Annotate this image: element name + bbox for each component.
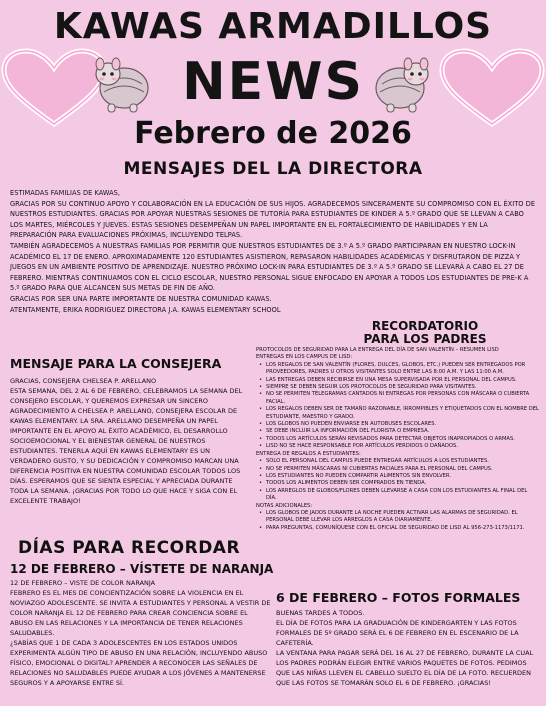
list-item: • TODOS LOS ARTÍCULOS SERÁN REVISADOS PARA DETECTAR OBJETOS INAPROPIADOS O ARMAS. — [256, 436, 539, 443]
section-title: ENTREGA DE REGALOS A ESTUDIANTES: — [256, 450, 361, 457]
paragraph: BUENAS TARDES A TODOS. — [276, 609, 365, 617]
event-heading-orange-day: 12 DE FEBRERO – VÍSTETE DE NARANJA — [10, 562, 274, 576]
section-title: ENTREGAS EN LOS CAMPUS DE LISD: — [256, 354, 353, 361]
masthead — [0, 0, 546, 125]
reminder-heading-line1: RECORDATORIO — [371, 319, 479, 333]
counselor-message — [10, 376, 250, 506]
paragraph: TAMBIÉN AGRADECEMOS A NUESTRAS FAMILIAS POR PERMITIR QUE NUESTROS ESTUDIANTES DE 3.º A 5.º GRADO PARTICIPARAN EN NUESTRO LOCK-IN ACADÉMICO EL 17 DE ENERO. APROXIMADAMENTE 120 ESTUDIANTES ASISTIERON, REPASARON HABILIDADES ACADÉMICAS Y DISFRUTARON DE PIZZA Y JUEGOS EN UN AMBIENTE POSITIVO DE APRENDIZAJE. NUESTRO PRÓXIMO LOCK-IN PARA ESTUDIANTES DE 3.º A 5.º GRADO SE LLEVARÁ A CABO EL 27 DE FEBRERO. MIENTRAS CONTINUAMOS CON EL CICLO ESCOLAR, NUESTRO PERSONAL SIGUE ENFOCADO EN APOYAR A TODOS LOS ESTUDIANTES DE PRE-K A 5.º GRADO PARA QUE ALCANCEN SUS METAS DE FIN DE AÑO. — [10, 241, 529, 293]
director-heading: MENSAJES DEL LA DIRECTORA — [123, 159, 423, 179]
list-item: • PARA PREGUNTAS, COMUNÍQUESE CON EL OFICIAL DE SEGURIDAD DE LISD AL 956-273-1173/1171. — [256, 525, 539, 532]
paragraph: GRACIAS, CONSEJERA CHELSEA P. ARELLANO — [10, 377, 157, 385]
paragraph: EL DÍA DE FOTOS PARA LA GRADUACIÓN DE KINDERGARTEN Y LAS FOTOS FORMALES DE 5º GRADO SERÁ EL 6 DE FEBRERO EN EL ESCENARIO DE LA CAFETERÍA. — [276, 619, 519, 647]
paragraph: GRACIAS POR SER UNA PARTE IMPORTANTE DE NUESTRA COMUNIDAD KAWAS. — [10, 294, 272, 303]
list-item: • NO SE PERMITEN TELEGRAMAS CANTADOS NI ENTREGAS POR PERSONAS CON MÁSCARA O CUBIERTA FACIAL. — [256, 391, 539, 406]
paragraph: 12 DE FEBRERO – VISTE DE COLOR NARANJA — [10, 579, 156, 587]
paragraph: GRACIAS POR SU CONTINUO APOYO Y COLABORACIÓN EN LA EDUCACIÓN DE SUS HIJOS. AGRADECEMOS SINCERAMENTE SU COMPROMISO CON EL ÉXITO DE NUESTROS ESTUDIANTES. GRACIAS POR APOYAR NUESTRAS SESIONES DE TUTORÍA PARA ESTUDIANTES DE KINDER A 5.º GRADO QUE SE LLEVAN A CABO LOS MARTES, MIÉRCOLES Y JUEVES. ESTAS SESIONES DESEMPEÑAN UN PAPEL IMPORTANTE EN EL FORTALECIMIENTO DE HABILIDADES Y EN LA PREPARACIÓN PARA EVALUACIONES PRÓXIMAS, INCLUYENDO TELPAS. — [10, 199, 536, 240]
newsletter-title-news: NEWS — [182, 52, 364, 112]
list-item: • SIEMPRE SE DEBEN SEGUIR LOS PROTOCOLOS DE SEGURIDAD PARA VISITANTES. — [256, 384, 539, 391]
newsletter-title: KAWAS ARMADILLOS — [53, 6, 493, 47]
paragraph: ESTA SEMANA, DEL 2 AL 6 DE FEBRERO, CELEBRAMOS LA SEMANA DEL CONSEJERO ESCOLAR, Y QUEREMOS EXPRESAR UN SINCERO AGRADECIMIENTO A CHELSEA P. ARELLANO, CONSEJERA ESCOLAR DE KAWAS ELEMENTARY. LA SRA. ARELLANO DESEMPEÑA UN PAPEL IMPORTANTE EN EL APOYO AL ÉXITO ACADÉMICO, EL DESARROLLO SOCIOEMOCIONAL Y EL BIENESTAR GENERAL DE NUESTROS ESTUDIANTES. TENERLA AQUÍ EN KAWAS ELEMENTARY ES UN VERDADERO GUSTO, Y SU DEDICACIÓN Y COMPROMISO MARCAN UNA DIFERENCIA POSITIVA EN NUESTRA COMUNIDAD ESCOLAR TODOS LOS DÍAS. ESPERAMOS QUE SE SIENTA ESPECIAL Y APRECIADA DURANTE TODA LA SEMANA. ¡GRACIAS POR TODO LO QUE HACE Y SIGA CON EL EXCELENTE TRABAJO! — [10, 387, 243, 505]
list-item: • LAS ENTREGAS DEBEN RECIBIRSE EN UNA MESA SUPERVISADA POR EL PERSONAL DEL CAMPUS. — [256, 377, 539, 384]
reminder-heading — [350, 320, 500, 346]
list-item: • LOS ARREGLOS DE GLOBOS/FLORES DEBEN LLEVARSE A CASA CON LOS ESTUDIANTES AL FINAL DEL DÍA. — [256, 488, 539, 503]
reminder-list — [256, 510, 539, 532]
event-body-formal-photos — [276, 608, 538, 688]
list-item: • LOS REGALOS DEBEN SER DE TAMAÑO RAZONABLE, IRROMPIBLES Y ETIQUETADOS CON EL NOMBRE DEL ESTUDIANTE, MAESTRO Y GRADO. — [256, 406, 539, 421]
reminder-body — [256, 347, 539, 532]
paragraph: ESTIMADAS FAMILIAS DE KAWAS, — [10, 189, 121, 197]
reminder-intro: PROTOCOLOS DE SEGURIDAD PARA LA ENTREGA DEL DÍA DE SAN VALENTÍN – RESUMEN LISD — [256, 347, 499, 353]
director-message — [10, 188, 536, 315]
paragraph: LA VENTANA PARA PAGAR SERÁ DEL 16 AL 27 DE FEBRERO, DURANTE LA CUAL LOS PADRES PODRÁN ELEGIR ENTRE VARIOS PAQUETES DE FOTOS. PEDIMOS QUE LAS NIÑAS LLEVEN EL CABELLO SUELTO EL DÍA DE LA FOTO. RECUERDEN QUE LAS FOTOS SE TOMARÁN SOLO EL 6 DE FEBRERO. ¡GRACIAS! — [276, 649, 534, 687]
reminder-list — [256, 458, 539, 502]
section-title: NOTAS ADICIONALES: — [256, 502, 313, 509]
reminder-list — [256, 362, 539, 451]
paragraph: ¿SABÍAS QUE 1 DE CADA 3 ADOLESCENTES EN LOS ESTADOS UNIDOS EXPERIMENTA ALGÚN TIPO DE ABUSO EN UNA RELACIÓN, INCLUYENDO ABUSO FÍSICO, EMOCIONAL O DIGITAL? APRENDER A RECONOCER LAS SEÑALES DE RELACIONES NO SALUDABLES PUEDE AYUDAR A LOS JÓVENES A MANTENERSE SEGUROS Y A APOYARSE ENTRE SÍ. — [10, 639, 268, 687]
reminder-heading-line2: PARA LOS PADRES — [363, 332, 487, 346]
paragraph: ATENTAMENTE, ERIKA RODRIGUEZ DIRECTORA J.A. KAWAS ELEMENTARY SCHOOL — [10, 305, 281, 314]
paragraph: FEBRERO ES EL MES DE CONCIENTIZACIÓN SOBRE LA VIOLENCIA EN EL NOVIAZGO ADOLESCENTE. SE INVITA A ESTUDIANTES Y PERSONAL A VESTIR DE COLOR NARANJA EL 12 DE FEBRERO PARA CREAR CONCIENCIA SOBRE EL ABUSO EN LAS RELACIONES Y LA IMPORTANCIA DE TENER RELACIONES SALUDABLES. — [10, 589, 271, 637]
issue-date: Febrero de 2026 — [134, 116, 412, 151]
list-item: • LISD NO SE HACE RESPONSABLE POR ARTÍCULOS PERDIDOS O DAÑADOS. — [256, 443, 539, 450]
list-item: • TODOS LOS ALIMENTOS DEBEN SER COMPRADOS EN TIENDA. — [256, 480, 539, 487]
event-heading-formal-photos: 6 DE FEBRERO – FOTOS FORMALES — [276, 590, 521, 605]
list-item: • SE DEBE INCLUIR LA INFORMACIÓN DEL FLORISTA O EMPRESA. — [256, 428, 539, 435]
list-item: • LOS GLOBOS DE JADOS DURANTE LA NOCHE PUEDEN ACTIVAR LAS ALARMAS DE SEGURIDAD. EL PERSONAL DEBE LLEVAR LOS ARREGLOS A CASA DIARIAMENTE. — [256, 510, 539, 525]
list-item: • SOLO EL PERSONAL DEL CAMPUS PUEDE ENTREGAR ARTÍCULOS A LOS ESTUDIANTES. — [256, 458, 539, 465]
event-body-orange-day — [10, 578, 272, 688]
list-item: • NO SE PERMITEN MÁSCARAS NI CUBIERTAS FACIALES PARA EL PERSONAL DEL CAMPUS. — [256, 466, 539, 473]
list-item: • LOS GLOBOS NO PUEDEN ENVIARSE EN AUTOBUSES ESCOLARES. — [256, 421, 539, 428]
list-item: • LOS REGALOS DE SAN VALENTÍN (FLORES, DULCES, GLOBOS, ETC.) PUEDEN SER ENTREGADOS POR PROVEEDORES, PADRES U OTROS VISITANTES SOLO ENTRE LAS 8:00 A.M. Y LAS 11:00 A.M. — [256, 362, 539, 377]
days-heading: DÍAS PARA RECORDAR — [18, 538, 241, 558]
counselor-heading: MENSAJE PARA LA CONSEJERA — [10, 356, 222, 371]
list-item: • LOS ESTUDIANTES NO PUEDEN COMPARTIR ALIMENTOS SIN ENVOLVER. — [256, 473, 539, 480]
